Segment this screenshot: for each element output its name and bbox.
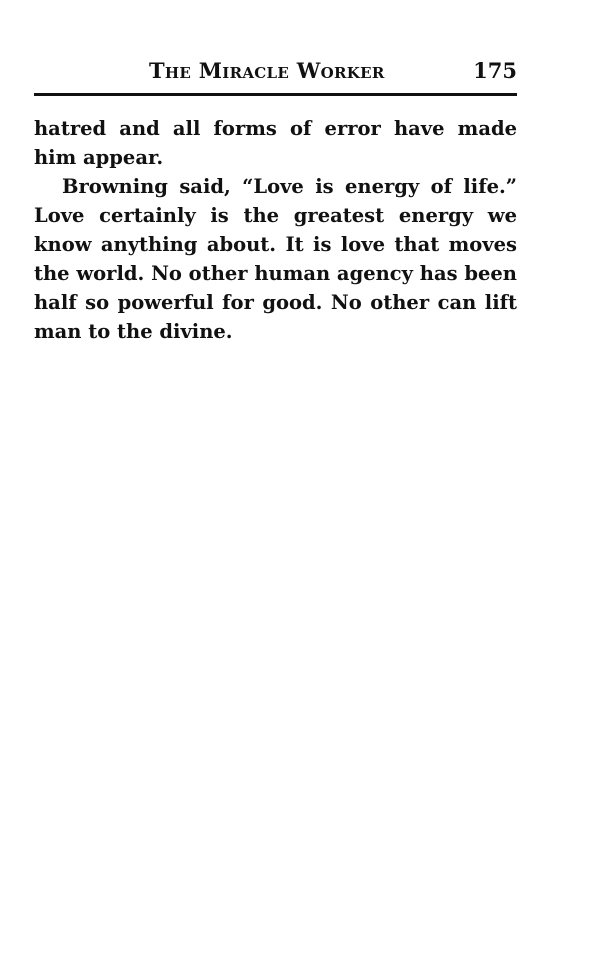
paragraph: Browning said, “Love is energy of life.” Love certainly is the greatest energy we know anything about. It is love that moves the world. No other human agency has been half so powerful for good. No other can lift man to the divine. — [34, 175, 517, 343]
body-text — [34, 114, 517, 346]
running-title: The Miracle Worker — [149, 58, 385, 83]
page-number: 175 — [473, 58, 517, 83]
paragraph: hatred and all forms of error have made him appear. — [34, 117, 517, 169]
running-head — [34, 58, 517, 86]
header-rule — [34, 93, 517, 96]
